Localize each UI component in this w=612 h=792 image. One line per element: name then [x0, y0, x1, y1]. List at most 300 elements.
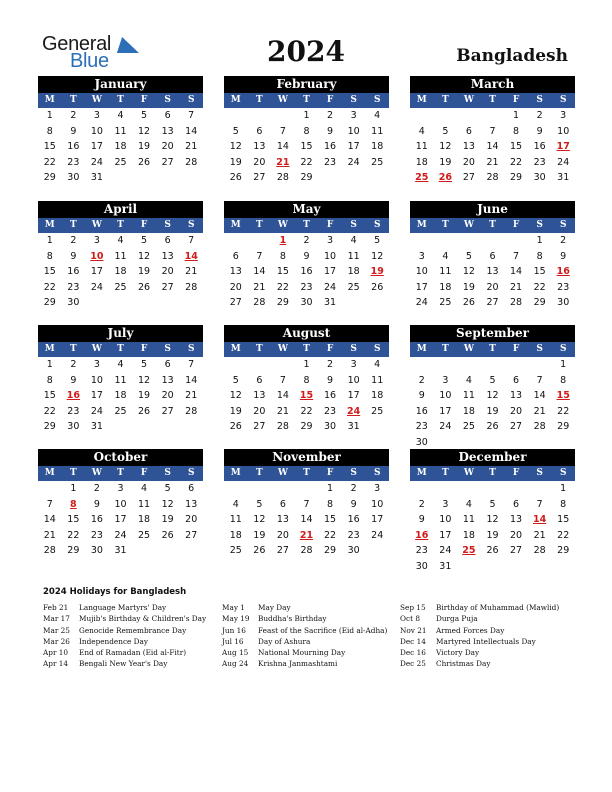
empty-cell — [528, 357, 552, 373]
day-cell: 20 — [161, 141, 174, 152]
day-cell: 7 — [536, 374, 543, 386]
day-cell: 9 — [350, 498, 357, 510]
day-cell: 22 — [43, 281, 56, 293]
day-cell: 25 — [462, 421, 475, 432]
day-cell: 24 — [415, 297, 428, 308]
day-cell: 5 — [141, 359, 148, 370]
day-cell: 9 — [418, 514, 425, 525]
day-cell: 22 — [557, 529, 570, 541]
empty-cell — [457, 108, 481, 124]
day-cell: 23 — [324, 156, 337, 168]
day-cell: 19 — [229, 156, 242, 168]
weekday-label: W — [277, 220, 288, 230]
day-cell: 1 — [303, 359, 310, 370]
day-cell: 14 — [276, 390, 289, 401]
day-cell: 7 — [489, 125, 496, 137]
weekday-label: S — [536, 220, 543, 230]
day-cell: 12 — [253, 514, 266, 525]
day-cell: 9 — [327, 125, 334, 137]
month-march — [410, 76, 575, 186]
month-name: June — [410, 201, 575, 218]
month-name: November — [224, 449, 389, 466]
day-cell: 7 — [46, 498, 53, 510]
day-cell: 25 — [138, 529, 151, 541]
day-cell: 8 — [46, 374, 53, 386]
day-cell: 25 — [229, 545, 242, 556]
day-cell: 11 — [114, 374, 127, 386]
day-cell: 27 — [161, 405, 174, 417]
day-cell: 8 — [536, 250, 543, 262]
weekday-label: M — [230, 220, 241, 230]
empty-cell — [271, 108, 295, 124]
holiday-date: Apr 10 — [43, 648, 69, 658]
day-cell: 28 — [43, 545, 56, 556]
day-cell: 20 — [185, 514, 198, 525]
weekday-label: S — [559, 220, 567, 230]
day-cell: 3 — [442, 498, 449, 510]
day-cell: 6 — [164, 110, 171, 121]
day-cell: 31 — [90, 172, 103, 183]
day-cell: 26 — [138, 405, 151, 417]
day-cell: 15 — [67, 514, 80, 525]
weekday-label: T — [256, 468, 263, 478]
day-cell: 23 — [415, 545, 428, 556]
day-cell: 24 — [90, 405, 103, 417]
day-cell: 12 — [138, 250, 151, 262]
day-cell: 19 — [138, 141, 151, 152]
day-cell: 8 — [303, 125, 310, 137]
day-grid — [410, 108, 575, 186]
day-cell: 18 — [114, 141, 127, 152]
month-name: March — [410, 76, 575, 93]
empty-cell — [504, 233, 528, 249]
day-cell: 30 — [533, 172, 546, 183]
day-grid — [38, 481, 203, 559]
day-cell: 20 — [276, 529, 289, 541]
day-cell: 21 — [533, 405, 546, 417]
day-cell: 22 — [300, 405, 313, 417]
day-cell: 1 — [70, 483, 77, 494]
day-cell: 2 — [70, 359, 77, 370]
day-grid — [38, 108, 203, 186]
day-cell: 10 — [415, 266, 428, 277]
weekday-label: F — [512, 220, 520, 230]
weekday-label: S — [187, 220, 195, 230]
day-cell: 23 — [557, 281, 570, 293]
holiday-date: Nov 21 — [400, 625, 427, 635]
day-cell: 17 — [90, 266, 103, 277]
day-cell: 14 — [300, 514, 313, 525]
holiday-name: Christmas Day — [436, 659, 491, 669]
weekday-label: S — [164, 468, 171, 478]
day-cell: 14 — [185, 374, 198, 386]
holiday-day-cell: 19 — [370, 266, 384, 277]
day-cell: 4 — [418, 125, 425, 137]
day-cell: 5 — [489, 374, 496, 386]
day-cell: 4 — [442, 250, 449, 262]
day-cell: 28 — [486, 172, 499, 183]
weekday-label: F — [326, 95, 334, 105]
day-cell: 8 — [513, 125, 520, 137]
holiday-row — [400, 613, 559, 624]
day-cell: 4 — [350, 235, 357, 246]
weekday-label: T — [303, 468, 310, 478]
day-cell: 6 — [256, 374, 263, 386]
empty-cell — [481, 357, 505, 373]
month-name: May — [224, 201, 389, 218]
day-cell: 29 — [43, 297, 56, 308]
day-cell: 7 — [188, 235, 195, 246]
day-cell: 26 — [486, 421, 499, 432]
day-cell: 25 — [114, 156, 127, 168]
weekday-label: T — [70, 344, 77, 354]
month-april — [38, 201, 203, 311]
day-cell: 9 — [303, 250, 310, 262]
holiday-row — [222, 636, 387, 647]
day-cell: 27 — [486, 297, 499, 308]
weekday-label: T — [117, 220, 124, 230]
day-cell: 2 — [418, 498, 425, 510]
day-cell: 19 — [229, 405, 242, 417]
day-cell: 27 — [510, 421, 523, 432]
weekday-label: T — [442, 344, 449, 354]
day-cell: 3 — [350, 359, 357, 370]
day-cell: 22 — [510, 156, 523, 168]
weekday-label: W — [463, 220, 474, 230]
day-cell: 19 — [462, 281, 475, 293]
day-cell: 24 — [90, 281, 103, 293]
day-cell: 1 — [46, 235, 53, 246]
month-january — [38, 76, 203, 186]
day-cell: 17 — [114, 514, 127, 525]
day-cell: 5 — [256, 498, 263, 510]
empty-cell — [224, 108, 248, 124]
weekday-label: F — [140, 220, 148, 230]
holiday-day-cell: 8 — [70, 498, 77, 510]
empty-cell — [434, 481, 458, 497]
holiday-day-cell: 14 — [184, 250, 198, 262]
day-cell: 20 — [486, 281, 499, 293]
day-cell: 3 — [327, 235, 334, 246]
weekday-label: M — [230, 468, 241, 478]
day-cell: 23 — [300, 281, 313, 293]
day-cell: 27 — [253, 172, 266, 183]
weekday-label: S — [187, 95, 195, 105]
holiday-date: Dec 25 — [400, 659, 426, 669]
weekday-header — [410, 342, 575, 357]
weekday-label: M — [44, 220, 55, 230]
month-august — [224, 325, 389, 435]
day-cell: 27 — [462, 172, 475, 183]
weekday-label: S — [373, 468, 381, 478]
day-cell: 5 — [465, 250, 472, 262]
day-cell: 28 — [185, 156, 198, 168]
holiday-day-cell: 25 — [415, 172, 429, 183]
day-cell: 28 — [276, 421, 289, 432]
weekday-label: T — [489, 95, 496, 105]
day-cell: 23 — [347, 529, 360, 541]
holiday-name: Language Martyrs' Day — [79, 603, 167, 612]
day-cell: 25 — [347, 281, 360, 293]
day-cell: 8 — [560, 498, 567, 510]
holiday-row — [222, 602, 387, 613]
day-cell: 23 — [533, 156, 546, 168]
day-cell: 5 — [489, 498, 496, 510]
day-cell: 16 — [347, 514, 360, 525]
weekday-label: F — [326, 344, 334, 354]
holiday-day-cell: 16 — [415, 529, 429, 541]
weekday-label: S — [164, 344, 171, 354]
weekday-label: T — [489, 344, 496, 354]
day-cell: 14 — [253, 266, 266, 277]
weekday-label: S — [559, 468, 567, 478]
holiday-day-cell: 25 — [462, 545, 476, 556]
month-june — [410, 201, 575, 311]
day-cell: 23 — [324, 405, 337, 417]
day-cell: 1 — [46, 359, 53, 370]
day-cell: 10 — [324, 250, 337, 262]
day-cell: 5 — [141, 110, 148, 121]
day-cell: 31 — [324, 297, 337, 308]
day-cell: 17 — [439, 405, 452, 417]
holiday-name: Day of Ashura — [258, 636, 311, 646]
day-cell: 31 — [439, 560, 452, 572]
day-cell: 15 — [533, 266, 546, 277]
weekday-header — [224, 93, 389, 108]
day-cell: 5 — [232, 125, 239, 137]
day-cell: 29 — [533, 297, 546, 308]
day-cell: 2 — [536, 110, 543, 121]
day-cell: 8 — [279, 250, 286, 262]
empty-cell — [457, 481, 481, 497]
holiday-name: Durga Puja — [436, 614, 478, 624]
day-cell: 16 — [324, 141, 337, 152]
day-cell: 11 — [371, 374, 384, 386]
day-cell: 22 — [276, 281, 289, 293]
day-cell: 27 — [510, 545, 523, 556]
day-cell: 10 — [90, 374, 103, 386]
month-name: August — [224, 325, 389, 342]
weekday-label: T — [303, 220, 310, 230]
day-cell: 3 — [374, 483, 381, 494]
day-cell: 20 — [510, 405, 523, 417]
holiday-date: May 1 — [222, 603, 245, 612]
holiday-date: May 19 — [222, 614, 250, 624]
day-grid — [224, 481, 389, 559]
day-cell: 1 — [513, 110, 520, 121]
weekday-label: S — [559, 95, 567, 105]
weekday-header — [38, 342, 203, 357]
empty-cell — [504, 481, 528, 497]
day-cell: 25 — [371, 156, 384, 168]
day-cell: 21 — [276, 405, 289, 417]
holiday-date: Oct 8 — [400, 614, 420, 624]
holiday-name: Buddha's Birthday — [258, 614, 327, 624]
day-cell: 18 — [371, 141, 384, 152]
holiday-date: Jul 16 — [222, 636, 244, 646]
weekday-header — [38, 466, 203, 481]
holiday-date: Dec 16 — [400, 648, 426, 658]
empty-cell — [481, 233, 505, 249]
day-cell: 3 — [418, 250, 425, 262]
day-cell: 12 — [161, 498, 174, 510]
holidays-title: 2024 Holidays for Bangladesh — [43, 587, 187, 597]
day-cell: 26 — [462, 297, 475, 308]
day-cell: 30 — [415, 560, 428, 572]
holiday-row — [400, 658, 559, 669]
day-cell: 2 — [93, 483, 100, 494]
day-cell: 17 — [415, 281, 428, 293]
day-cell: 9 — [70, 374, 77, 386]
day-cell: 20 — [510, 529, 523, 541]
month-september — [410, 325, 575, 450]
empty-cell — [434, 108, 458, 124]
weekday-label: T — [442, 220, 449, 230]
day-cell: 12 — [439, 141, 452, 152]
weekday-header — [38, 218, 203, 233]
day-cell: 14 — [510, 266, 523, 277]
day-cell: 10 — [114, 498, 127, 510]
holiday-date: Apr 14 — [43, 659, 69, 669]
weekday-label: M — [416, 468, 427, 478]
weekday-label: F — [512, 468, 520, 478]
holiday-name: Genocide Remembrance Day — [79, 625, 187, 635]
day-cell: 23 — [90, 529, 103, 541]
day-cell: 22 — [43, 156, 56, 168]
day-cell: 24 — [371, 529, 384, 541]
holiday-date: Mar 26 — [43, 636, 70, 646]
day-cell: 24 — [324, 281, 337, 293]
day-cell: 23 — [67, 281, 80, 293]
holiday-date: Jun 16 — [222, 625, 246, 635]
day-cell: 30 — [347, 545, 360, 556]
day-cell: 21 — [185, 266, 198, 277]
day-cell: 29 — [300, 172, 313, 183]
day-cell: 4 — [117, 235, 124, 246]
weekday-label: S — [350, 95, 357, 105]
empty-cell — [38, 481, 62, 497]
holiday-day-cell: 1 — [279, 235, 287, 246]
day-cell: 28 — [185, 281, 198, 293]
holiday-date: Feb 21 — [43, 603, 69, 612]
empty-cell — [410, 481, 434, 497]
day-cell: 10 — [347, 374, 360, 386]
month-july — [38, 325, 203, 435]
empty-cell — [434, 357, 458, 373]
day-cell: 6 — [256, 125, 263, 137]
day-cell: 19 — [486, 405, 499, 417]
holiday-date: Mar 25 — [43, 625, 70, 635]
empty-cell — [295, 481, 319, 497]
day-cell: 11 — [114, 125, 127, 137]
weekday-label: W — [277, 468, 288, 478]
day-cell: 21 — [185, 390, 198, 401]
weekday-label: F — [140, 468, 148, 478]
day-cell: 24 — [439, 545, 452, 556]
day-cell: 9 — [93, 498, 100, 510]
weekday-label: T — [70, 468, 77, 478]
day-cell: 10 — [347, 125, 360, 137]
day-cell: 26 — [161, 529, 174, 541]
holiday-name: Independence Day — [79, 636, 148, 646]
day-cell: 27 — [161, 156, 174, 168]
weekday-label: M — [44, 468, 55, 478]
day-cell: 15 — [43, 390, 56, 401]
day-cell: 19 — [161, 514, 174, 525]
day-cell: 18 — [462, 529, 475, 541]
weekday-label: F — [140, 344, 148, 354]
day-cell: 4 — [374, 110, 381, 121]
holiday-row — [43, 625, 206, 636]
day-cell: 1 — [303, 110, 310, 121]
day-cell: 4 — [117, 110, 124, 121]
day-cell: 3 — [93, 359, 100, 370]
day-cell: 4 — [232, 498, 239, 510]
weekday-header — [410, 93, 575, 108]
empty-cell — [528, 481, 552, 497]
weekday-header — [224, 466, 389, 481]
weekday-label: W — [91, 95, 102, 105]
day-cell: 29 — [324, 545, 337, 556]
day-cell: 3 — [560, 110, 567, 121]
day-cell: 6 — [465, 125, 472, 137]
weekday-label: T — [256, 344, 263, 354]
empty-cell — [224, 233, 248, 249]
day-cell: 1 — [327, 483, 334, 494]
day-cell: 26 — [253, 545, 266, 556]
day-cell: 21 — [533, 529, 546, 541]
empty-cell — [248, 233, 272, 249]
day-cell: 29 — [43, 172, 56, 183]
weekday-label: T — [70, 220, 77, 230]
day-cell: 29 — [276, 297, 289, 308]
day-cell: 20 — [229, 281, 242, 293]
weekday-label: W — [91, 468, 102, 478]
day-cell: 16 — [90, 514, 103, 525]
day-cell: 17 — [371, 514, 384, 525]
day-cell: 16 — [67, 266, 80, 277]
day-cell: 17 — [90, 141, 103, 152]
day-cell: 19 — [138, 390, 151, 401]
holiday-day-cell: 15 — [556, 390, 570, 401]
day-cell: 15 — [300, 141, 313, 152]
weekday-label: F — [326, 468, 334, 478]
day-cell: 20 — [253, 405, 266, 417]
day-cell: 15 — [510, 141, 523, 152]
holiday-row — [222, 625, 387, 636]
day-cell: 21 — [486, 156, 499, 168]
day-cell: 2 — [327, 359, 334, 370]
day-cell: 30 — [557, 297, 570, 308]
weekday-label: S — [373, 344, 381, 354]
day-cell: 25 — [114, 405, 127, 417]
day-cell: 22 — [533, 281, 546, 293]
empty-cell — [504, 357, 528, 373]
day-cell: 22 — [67, 529, 80, 541]
day-cell: 27 — [229, 297, 242, 308]
day-cell: 8 — [303, 374, 310, 386]
day-cell: 26 — [138, 156, 151, 168]
holiday-row — [43, 647, 206, 658]
day-cell: 19 — [439, 156, 452, 168]
holiday-date: Aug 24 — [222, 659, 249, 669]
holiday-name: Krishna Janmashtami — [258, 659, 338, 669]
empty-cell — [410, 108, 434, 124]
day-cell: 11 — [462, 390, 475, 401]
weekday-label: F — [140, 95, 148, 105]
day-cell: 18 — [371, 390, 384, 401]
day-cell: 25 — [114, 281, 127, 293]
